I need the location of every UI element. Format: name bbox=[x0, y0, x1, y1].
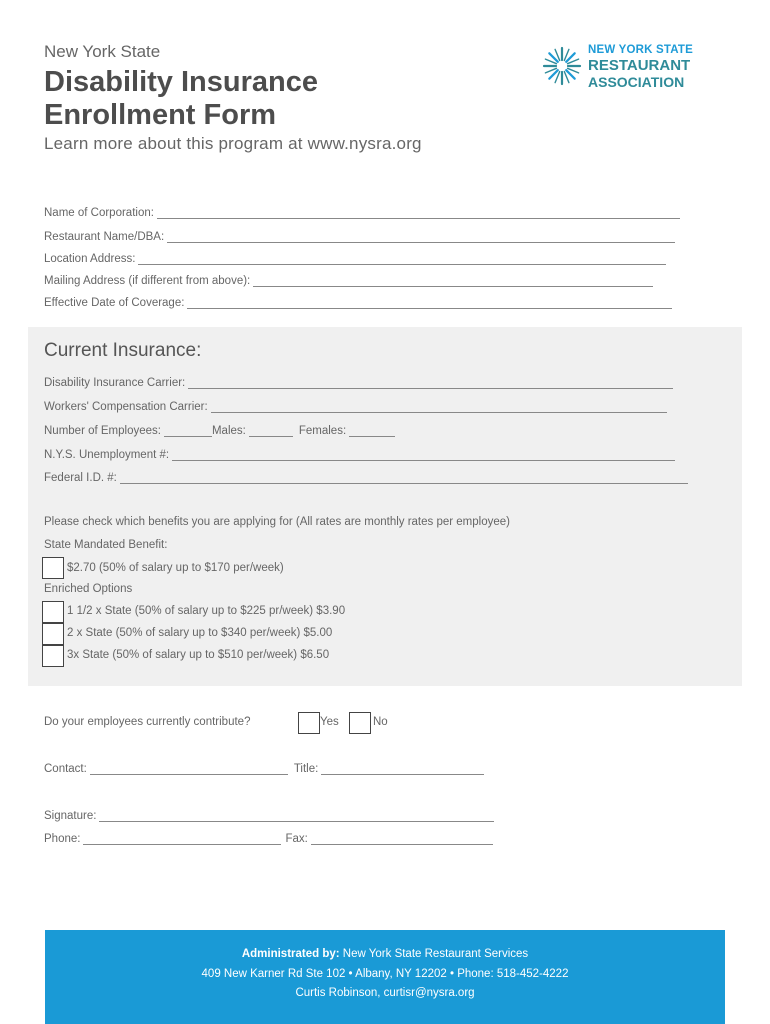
females-input[interactable] bbox=[349, 424, 395, 437]
fax-input[interactable] bbox=[311, 832, 493, 845]
title-line-1: Disability Insurance bbox=[44, 66, 318, 98]
contribute-question: Do your employees currently contribute? bbox=[44, 716, 251, 728]
logo-line-2: RESTAURANT bbox=[588, 57, 691, 74]
field-label: Effective Date of Coverage: bbox=[44, 297, 185, 309]
signature-input[interactable] bbox=[99, 809, 494, 822]
field-unemployment bbox=[44, 445, 675, 461]
footer-admin-value: New York State Restaurant Services bbox=[339, 948, 529, 960]
field-label: N.Y.S. Unemployment #: bbox=[44, 449, 170, 461]
enriched-option-1-checkbox[interactable] bbox=[42, 601, 64, 623]
contribute-no-label: No bbox=[373, 716, 388, 728]
field-contact bbox=[44, 759, 484, 775]
unemployment-input[interactable] bbox=[172, 448, 675, 461]
location-input[interactable] bbox=[138, 252, 666, 265]
field-label: Contact: bbox=[44, 763, 87, 775]
field-label: Number of Employees: bbox=[44, 425, 161, 437]
employees-input[interactable] bbox=[164, 424, 212, 437]
state-mandated-option: $2.70 (50% of salary up to $170 per/week) bbox=[67, 562, 284, 574]
contribute-yes-label: Yes bbox=[320, 716, 339, 728]
disability-carrier-input[interactable] bbox=[188, 376, 673, 389]
field-label: Males: bbox=[211, 425, 246, 437]
field-label: Name of Corporation: bbox=[44, 207, 154, 219]
field-workers-comp bbox=[44, 397, 667, 413]
federal-id-input[interactable] bbox=[120, 471, 688, 484]
footer-admin bbox=[45, 948, 725, 960]
field-location bbox=[44, 249, 666, 265]
enriched-option-3: 3x State (50% of salary up to $510 per/week) $6.50 bbox=[67, 649, 330, 661]
footer-address: 409 New Karner Rd Ste 102 • Albany, NY 12202 • Phone: 518-452-4222 bbox=[201, 968, 569, 980]
field-signature bbox=[44, 806, 494, 822]
nysra-logo bbox=[540, 44, 710, 92]
effective-date-input[interactable] bbox=[187, 296, 672, 309]
field-mailing bbox=[44, 271, 653, 287]
logo-line-1: NEW YORK STATE bbox=[588, 44, 694, 56]
starburst-icon bbox=[540, 44, 584, 88]
males-input[interactable] bbox=[249, 424, 293, 437]
enriched-option-2-checkbox[interactable] bbox=[42, 623, 64, 645]
benefits-instructions: Please check which benefits you are applying for (All rates are monthly rates per employee) bbox=[44, 516, 510, 528]
field-label: Signature: bbox=[44, 810, 97, 822]
field-label: Fax: bbox=[285, 833, 308, 845]
field-label: Mailing Address (if different from above): bbox=[44, 275, 251, 287]
field-effective-date bbox=[44, 293, 672, 309]
section-title: Current Insurance: bbox=[44, 340, 202, 361]
state-name: New York State bbox=[44, 42, 161, 61]
contribute-no-checkbox[interactable] bbox=[349, 712, 371, 734]
field-restaurant-name bbox=[44, 227, 675, 243]
state-mandated-label: State Mandated Benefit: bbox=[44, 539, 168, 551]
workers-comp-input[interactable] bbox=[211, 400, 667, 413]
corporation-input[interactable] bbox=[157, 206, 680, 219]
state-mandated-checkbox[interactable] bbox=[42, 557, 64, 579]
footer-admin-label: Administrated by: bbox=[241, 948, 340, 960]
restaurant-name-input[interactable] bbox=[167, 230, 675, 243]
field-label: Location Address: bbox=[44, 253, 136, 265]
field-disability-carrier bbox=[44, 373, 673, 389]
field-label: Restaurant Name/DBA: bbox=[44, 231, 165, 243]
contribute-yes-checkbox[interactable] bbox=[298, 712, 320, 734]
title-line-2: Enrollment Form bbox=[44, 99, 277, 131]
footer-banner bbox=[45, 930, 725, 1024]
learn-more-text: Learn more about this program at www.nysra.org bbox=[44, 134, 422, 153]
field-label: Phone: bbox=[44, 833, 81, 845]
phone-input[interactable] bbox=[83, 832, 281, 845]
field-federal-id bbox=[44, 468, 688, 484]
field-label: Disability Insurance Carrier: bbox=[44, 377, 186, 389]
enriched-option-2: 2 x State (50% of salary up to $340 per/week) $5.00 bbox=[67, 627, 333, 639]
contact-input[interactable] bbox=[90, 762, 288, 775]
logo-line-3: ASSOCIATION bbox=[588, 74, 685, 90]
field-label: Federal I.D. #: bbox=[44, 472, 117, 484]
field-corporation bbox=[44, 203, 680, 219]
enriched-option-1: 1 1/2 x State (50% of salary up to $225 pr/week) $3.90 bbox=[67, 605, 346, 617]
field-label: Workers' Compensation Carrier: bbox=[44, 401, 208, 413]
field-label: Title: bbox=[293, 763, 319, 775]
page-title bbox=[44, 66, 464, 132]
field-employees bbox=[44, 421, 395, 437]
footer-contact: Curtis Robinson, curtisr@nysra.org bbox=[295, 987, 475, 999]
enriched-option-3-checkbox[interactable] bbox=[42, 645, 64, 667]
field-label: Females: bbox=[298, 425, 347, 437]
title-input[interactable] bbox=[321, 762, 484, 775]
enriched-label: Enriched Options bbox=[44, 583, 133, 595]
mailing-input[interactable] bbox=[253, 274, 653, 287]
field-phone-fax bbox=[44, 829, 493, 845]
